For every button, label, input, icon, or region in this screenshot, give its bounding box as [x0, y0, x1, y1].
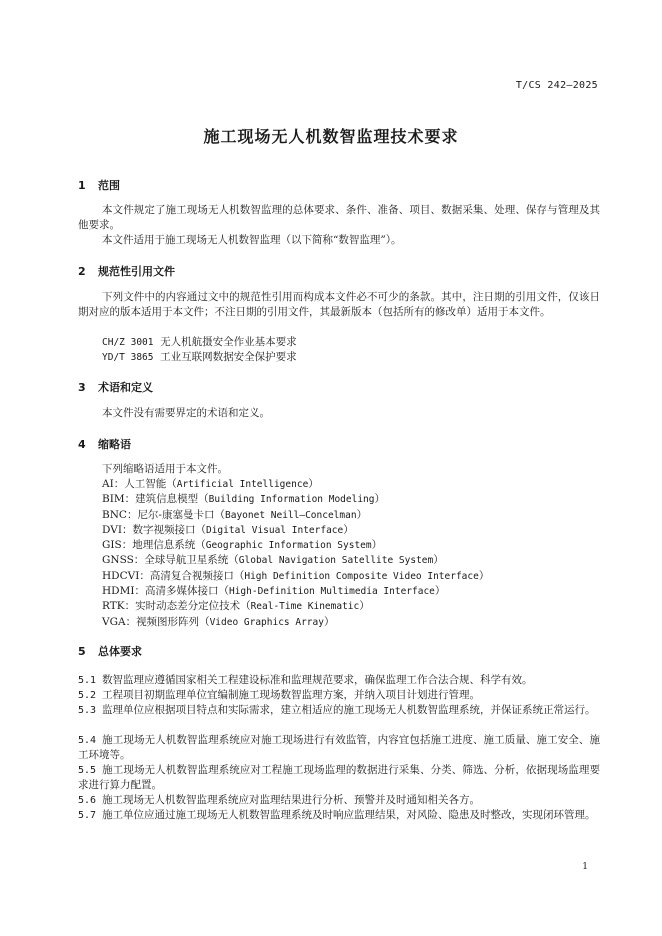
section-heading-abbreviations — [78, 436, 131, 452]
abbr-cn: 视频图形阵列 — [136, 615, 200, 628]
abbreviation-item: AI：人工智能（Artificial Intelligence） — [102, 478, 319, 490]
abbr-cn: 尼尔-康塞曼卡口 — [137, 508, 215, 521]
clause-number: 5.6 — [78, 795, 97, 806]
scope-paragraph-2: 本文件适用于施工现场无人机数智监理（以下简称“数智监理”）。 — [102, 234, 402, 246]
clause-text: 数智监理应遵循国家相关工程建设标准和监理规范要求，确保监理工作合法合规、科学有效。 — [102, 674, 533, 686]
abbreviation-item: DVI：数字视频接口（Digital Visual Interface） — [102, 523, 354, 536]
abbr-cn: 全球导航卫星系统 — [144, 554, 229, 567]
abbr: BNC — [102, 508, 127, 521]
abbr: DVI — [102, 523, 122, 536]
abbreviation-item: GIS：地理信息系统（Geographic Information System） — [102, 539, 383, 552]
abbreviation-item: GNSS：全球导航卫星系统（Global Navigation Satellite System） — [102, 554, 444, 567]
reference-item — [102, 350, 297, 365]
requirement-clause — [78, 688, 600, 703]
abbreviation-item: BIM：建筑信息模型（Building Information Modeling） — [102, 493, 385, 506]
section-number: 5 — [78, 645, 86, 658]
clause-number: 5.5 — [78, 765, 97, 776]
standard-code: T/CS 242—2025 — [515, 80, 598, 91]
requirement-clause — [78, 733, 600, 763]
abbr-cn: 实时动态差分定位技术 — [135, 600, 241, 613]
clause-text: 施工单位应通过施工现场无人机数智监理系统及时响应监理结果，对风险、隐患及时整改，实现闭环管理。 — [102, 809, 596, 821]
abbr-en: Building Information Modeling — [208, 494, 375, 506]
abbr-cn: 人工智能 — [124, 478, 167, 490]
abbr-cn: 建筑信息模型 — [135, 493, 199, 506]
section-title: 总体要求 — [98, 645, 142, 658]
section-title: 规范性引用文件 — [98, 265, 175, 278]
abbr: BIM — [102, 493, 125, 506]
abbr-en: Artificial Intelligence — [176, 479, 309, 490]
abbreviations-intro: 下列缩略语适用于本文件。 — [102, 463, 228, 475]
reference-item — [102, 335, 297, 350]
scope-paragraph-1: 本文件规定了施工现场无人机数智监理的总体要求、条件、准备、项目、数据采集、处理、保存与管理及其他要求。 — [78, 204, 600, 231]
abbreviation-list — [102, 477, 489, 630]
abbr: VGA — [102, 615, 126, 628]
document-title: 施工现场无人机数智监理技术要求 — [203, 127, 459, 146]
clause-text: 施工现场无人机数智监理系统应对施工现场进行有效监管，内容宜包括施工进度、施工质量、施工安全、施工环境等。 — [78, 734, 600, 761]
terms-paragraph: 本文件没有需要界定的术语和定义。 — [102, 407, 270, 419]
page-number: 1 — [582, 862, 588, 872]
abbreviation-item: VGA：视频图形阵列（Video Graphics Array） — [102, 615, 335, 628]
requirement-clause — [78, 703, 600, 718]
reference-name: 无人机航摄安全作业基本要求 — [160, 336, 297, 348]
requirement-clause — [78, 763, 600, 793]
abbr-en: Bayonet Neill–Concelman — [225, 509, 357, 521]
abbr-en: Real-Time Kinematic — [250, 601, 360, 613]
abbr-en: Global Navigation Satellite System — [238, 555, 434, 567]
abbr-en: Digital Visual Interface — [205, 524, 344, 536]
clause-text: 工程项目初期监理单位宜编制施工现场数智监理方案，并纳入项目计划进行管理。 — [102, 689, 481, 701]
abbr: GNSS — [102, 554, 134, 567]
section-number: 2 — [78, 265, 86, 278]
section-title: 术语和定义 — [98, 381, 153, 394]
section-title: 缩略语 — [98, 438, 131, 451]
abbr-cn: 地理信息系统 — [132, 539, 196, 552]
abbr-en: High Definition Composite Video Interface — [244, 570, 479, 582]
abbr-en: High-Definition Multimedia Interface — [228, 586, 435, 598]
requirement-clause — [78, 793, 600, 808]
abbr-cn: 高清多媒体接口 — [144, 585, 219, 598]
abbreviation-item: HDMI：高清多媒体接口（High-Definition Multimedia Interface） — [102, 585, 446, 598]
section-heading-general-requirements — [78, 643, 142, 659]
abbreviation-item: RTK：实时动态差分定位技术（Real-Time Kinematic） — [102, 600, 370, 613]
clause-text: 施工现场无人机数智监理系统应对监理结果进行分析、预警并及时通知相关各方。 — [102, 794, 481, 806]
clause-text: 施工现场无人机数智监理系统应对工程施工现场监理的数据进行采集、分类、筛选、分析，依据现场监理要求进行算力配置。 — [78, 764, 600, 791]
section-heading-scope — [78, 177, 120, 193]
reference-code: YD/T 3865 — [102, 352, 154, 363]
abbr: GIS — [102, 539, 122, 552]
abbr: RTK — [102, 600, 125, 613]
abbr-en: Video Graphics Array — [209, 616, 324, 628]
clause-text: 监理单位应根据项目特点和实际需求，建立相适应的施工现场无人机数智监理系统，并保证系统正常运行。 — [102, 704, 596, 716]
abbr: HDCVI — [102, 569, 140, 582]
references-paragraph: 下列文件中的内容通过文中的规范性引用而构成本文件必不可少的条款。其中，注日期的引用文件，仅该日期对应的版本适用于本文件；不注日期的引用文件，其最新版本（包括所有的修改单）适用于本文件。 — [78, 291, 600, 318]
abbreviation-item: HDCVI：高清复合视频接口（High Definition Composite Video Interface） — [102, 569, 490, 582]
abbr-cn: 数字视频接口 — [132, 523, 196, 536]
abbr-cn: 高清复合视频接口 — [149, 569, 234, 582]
abbr: HDMI — [102, 585, 135, 598]
section-number: 4 — [78, 438, 86, 451]
clause-number: 5.3 — [78, 705, 97, 716]
clause-number: 5.1 — [78, 675, 97, 686]
reference-name: 工业互联网数据安全保护要求 — [160, 351, 297, 363]
requirement-clause — [78, 808, 600, 823]
reference-code: CH/Z 3001 — [102, 337, 154, 348]
section-number: 1 — [78, 179, 86, 192]
clause-number: 5.7 — [78, 810, 97, 821]
requirement-clause — [78, 673, 600, 688]
section-number: 3 — [78, 381, 86, 394]
abbr-en: Geographic Information System — [205, 540, 372, 552]
abbreviation-item: BNC：尼尔-康塞曼卡口（Bayonet Neill–Concelman） — [102, 508, 368, 521]
section-heading-normative-references — [78, 263, 175, 279]
section-heading-terms — [78, 379, 153, 395]
clause-number: 5.4 — [78, 735, 97, 746]
abbr: AI — [102, 478, 114, 490]
section-title: 范围 — [98, 179, 120, 192]
clause-number: 5.2 — [78, 690, 97, 701]
